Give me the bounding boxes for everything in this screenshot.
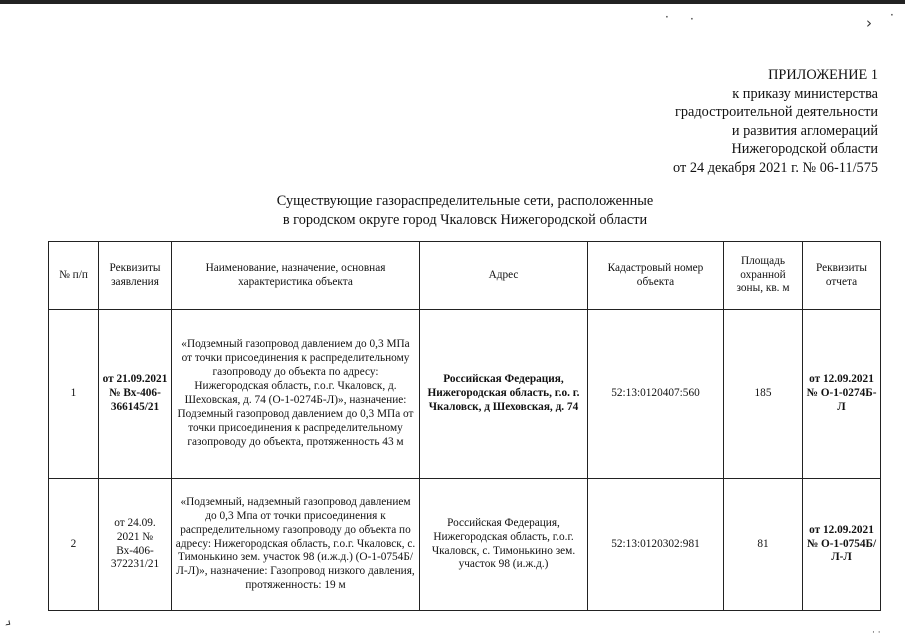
- table-row: [49, 310, 881, 479]
- col-header-application: Реквизиты заявления: [99, 242, 172, 310]
- title-line-2: в городском округе город Чкаловск Нижегородской области: [282, 211, 648, 228]
- cell-application: от 21.09.2021 № Вх-406-366145/21: [99, 310, 172, 479]
- cell-num: 2: [49, 479, 99, 611]
- appendix-line: Нижегородской области: [731, 141, 878, 157]
- document-title: [150, 192, 780, 229]
- cell-cadastral: 52:13:0120302:981: [588, 479, 724, 611]
- col-header-area: Площадь охранной зоны, кв. м: [724, 242, 803, 310]
- appendix-line: от 24 декабря 2021 г. № 06-11/575: [673, 159, 878, 176]
- col-header-report: Реквизиты отчета: [803, 242, 881, 310]
- col-header-object: Наименование, назначение, основная характеристика объекта: [172, 242, 420, 310]
- cell-object: «Подземный газопровод давлением до 0,3 МПа от точки присоединения к распределительному газопроводу до объекта по адресу: Нижегородская область, г.о.г. Чкаловск, д. Шеховская, д. 74 (О-1-0274Б-Л)», назначение: Подземный газопровод давлением до 0,3 МПа от точки присоединения к распределительному газопроводу до объекта, протяженность 43 м: [172, 310, 420, 479]
- col-header-num: № п/п: [49, 242, 99, 310]
- cell-address: Российская Федерация, Нижегородская область, г.о.г. Чкаловск, с. Тимонькино зем. участок 98 (и.ж.д.): [420, 479, 588, 611]
- scan-top-border: [0, 0, 905, 4]
- scan-mark: ›: [1, 613, 17, 633]
- cell-object: «Подземный, надземный газопровод давлением до 0,3 Мпа от точки присоединения к распределительному газопроводу до объекта по адресу: Нижегородская область, г.о.г. Чкаловск, с. Тимонькино зем. участок 98 (и.ж.д.) (О-1-0754Б/Л-Л)», назначение: Газопровод низкого давления, протяженность: 19 м: [172, 479, 420, 611]
- scan-speck: ·: [890, 8, 894, 22]
- cell-area: 185: [724, 310, 803, 479]
- cell-report: от 12.09.2021 № О-1-0754Б/Л-Л: [803, 479, 881, 611]
- col-header-address: Адрес: [420, 242, 588, 310]
- cell-area: 81: [724, 479, 803, 611]
- cell-address: Российская Федерация, Нижегородская область, г.о. г. Чкаловск, д Шеховская, д. 74: [420, 310, 588, 479]
- table-row: [49, 479, 881, 611]
- appendix-line: к приказу министерства: [732, 85, 878, 102]
- gas-networks-table: [48, 241, 881, 611]
- appendix-header: [673, 66, 878, 177]
- table-header-row: [49, 242, 881, 310]
- cell-cadastral: 52:13:0120407:560: [588, 310, 724, 479]
- scan-mark: ›: [866, 14, 872, 32]
- col-header-cadastral: Кадастровый номер объекта: [588, 242, 724, 310]
- appendix-line: и развития агломераций: [731, 122, 878, 139]
- scan-speck: ·: [690, 12, 694, 26]
- title-line-1: Существующие газораспределительные сети, расположенные: [276, 193, 654, 209]
- scan-speck: · ·: [872, 628, 881, 638]
- cell-num: 1: [49, 310, 99, 479]
- appendix-line: градостроительной деятельности: [675, 104, 878, 120]
- scan-speck: ·: [665, 10, 669, 24]
- cell-report: от 12.09.2021 № О-1-0274Б-Л: [803, 310, 881, 479]
- appendix-line: ПРИЛОЖЕНИЕ 1: [768, 67, 878, 83]
- cell-application: от 24.09. 2021 № Вх-406-372231/21: [99, 479, 172, 611]
